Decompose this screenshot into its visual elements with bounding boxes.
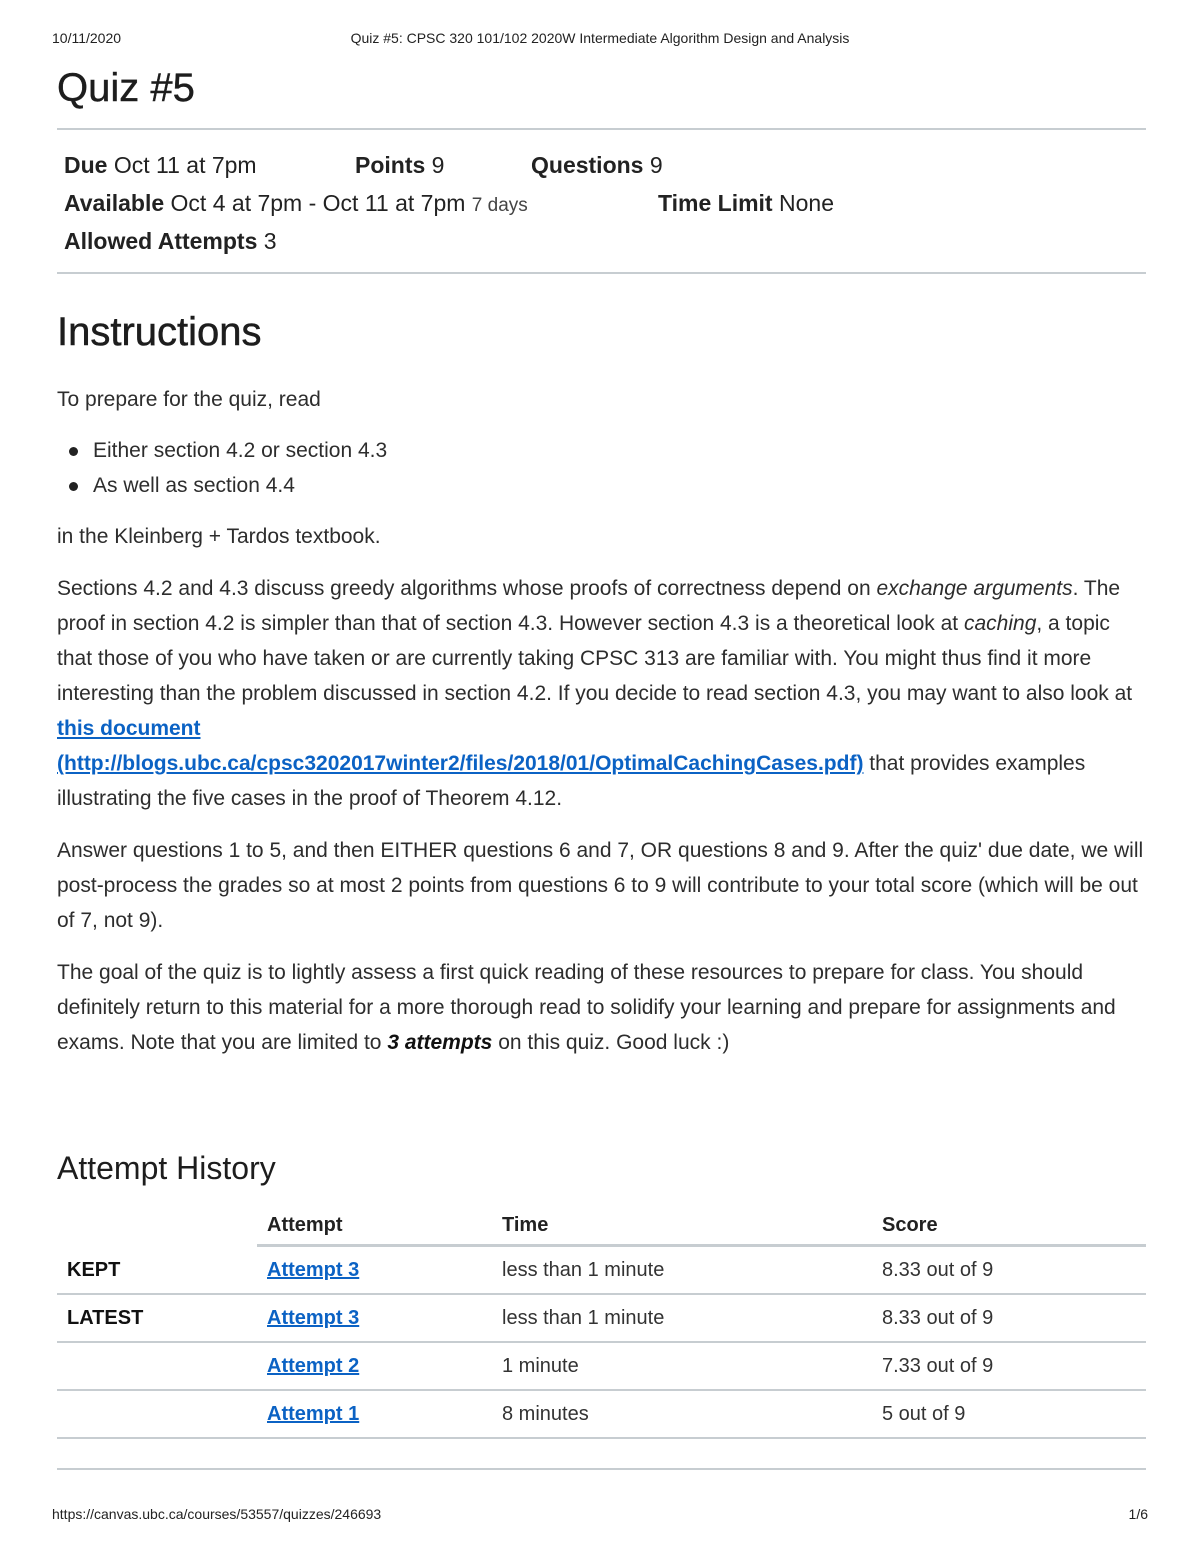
table-row: [57, 1246, 1146, 1295]
print-page-title: Quiz #5: CPSC 320 101/102 2020W Intermediate Algorithm Design and Analysis: [350, 30, 850, 46]
available-duration: 7 days: [471, 195, 528, 216]
divider: [57, 1468, 1146, 1470]
quiz-details: [57, 130, 1146, 272]
print-url: https://canvas.ubc.ca/courses/53557/quizzes/246693: [52, 1506, 382, 1522]
allowed-attempts-value: 3: [263, 228, 277, 254]
attempt-link[interactable]: Attempt 3: [267, 1258, 360, 1281]
details-row-attempts: [64, 222, 1139, 260]
goal-attempts-emphasis: 3 attempts: [387, 1031, 493, 1054]
attempt-time: less than 1 minute: [492, 1294, 872, 1342]
attempt-time: 8 minutes: [492, 1390, 872, 1438]
table-row: [57, 1294, 1146, 1342]
attempt-status: LATEST: [57, 1294, 257, 1342]
available-label: Available: [64, 190, 165, 216]
details-row-due: [64, 146, 1139, 184]
allowed-attempts-field: [64, 222, 277, 260]
page-number: 1/6: [1128, 1506, 1148, 1522]
allowed-attempts-label: Allowed Attempts: [64, 228, 258, 254]
due-value: Oct 11 at 7pm: [113, 152, 257, 178]
textbook-line: in the Kleinberg + Tardos textbook.: [57, 525, 381, 548]
sections-text-2: . The proof in section 4.2 is simpler than that of section 4.3. However section 4.3 is a theoretical look at: [57, 577, 1121, 635]
attempt-link[interactable]: Attempt 2: [267, 1354, 360, 1377]
attempt-cell: [257, 1390, 492, 1438]
sections-text-1: Sections 4.2 and 4.3 discuss greedy algorithms whose proofs of correctness depend on: [57, 577, 877, 600]
list-item-text: Either section 4.2 or section 4.3: [93, 439, 388, 462]
divider: [57, 272, 1146, 274]
document-link-url: (http://blogs.ubc.ca/cpsc3202017winter2/files/2018/01/OptimalCachingCases.pdf): [57, 752, 864, 775]
column-header-time: Time: [502, 1213, 549, 1236]
attempt-cell: [257, 1246, 492, 1295]
quiz-content: [57, 64, 1146, 1439]
column-header-attempt: Attempt: [267, 1213, 343, 1236]
attempt-history-table: [57, 1206, 1146, 1439]
attempt-status: [57, 1390, 257, 1438]
goal-paragraph: [57, 955, 1146, 1060]
bullet-icon: [69, 447, 78, 456]
attempt-status: KEPT: [57, 1246, 257, 1295]
table-row: [57, 1342, 1146, 1390]
document-link-text: this document: [57, 717, 201, 740]
attempt-cell: [257, 1342, 492, 1390]
attempt-link[interactable]: Attempt 3: [267, 1306, 360, 1329]
attempt-time: less than 1 minute: [492, 1246, 872, 1295]
table-header-row: [57, 1206, 1146, 1246]
due-field: [64, 146, 257, 184]
attempt-status: [57, 1342, 257, 1390]
attempt-score: 5 out of 9: [872, 1390, 1146, 1438]
points-field: [355, 146, 444, 184]
reading-list: [57, 433, 1146, 503]
sections-paragraph: [57, 571, 1146, 816]
points-label: Points: [355, 152, 426, 178]
available-value: Oct 4 at 7pm - Oct 11 at 7pm: [170, 190, 466, 216]
document-link[interactable]: [57, 717, 863, 775]
attempt-score: 8.33 out of 9: [872, 1246, 1146, 1295]
attempt-link[interactable]: Attempt 1: [267, 1402, 360, 1425]
instructions-heading: Instructions: [57, 310, 262, 354]
sections-text-3: , a topic that those of you who have taken or are currently taking CPSC 313 are familiar with. You might thus find it more interesting than the problem discussed in section 4.2. If you decide to read section 4.3, you may want to also look at: [57, 612, 1133, 705]
time-limit-field: [658, 184, 834, 222]
details-row-available: [64, 184, 1139, 222]
answer-paragraph: Answer questions 1 to 5, and then EITHER questions 6 and 7, OR questions 8 and 9. After the quiz' due date, we will post-process the grades so at most 2 points from questions 6 to 9 will contribute to your total score (which will be out of 7, not 9).: [57, 839, 1144, 932]
list-item: [93, 468, 1146, 503]
available-field: [64, 184, 528, 225]
attempt-time: 1 minute: [492, 1342, 872, 1390]
time-limit-value: None: [779, 190, 834, 216]
goal-text-1: The goal of the quiz is to lightly assess a first quick reading of these resources to prepare for class. You should definitely return to this material for a more thorough read to solidify your learning and prepare for assignments and exams. Note that you are limited to: [57, 961, 1116, 1054]
instructions-intro: To prepare for the quiz, read: [57, 388, 321, 411]
sections-emphasis-caching: caching: [963, 612, 1037, 635]
page-title: Quiz #5: [57, 66, 195, 110]
questions-value: 9: [649, 152, 663, 178]
column-header-score: Score: [882, 1213, 938, 1236]
questions-label: Questions: [531, 152, 644, 178]
bullet-icon: [69, 482, 78, 491]
column-header-status: [57, 1206, 257, 1246]
questions-field: [531, 146, 663, 184]
time-limit-label: Time Limit: [658, 190, 773, 216]
sections-emphasis-exchange: exchange arguments: [876, 577, 1073, 600]
list-item: [93, 433, 1146, 468]
print-date: 10/11/2020: [52, 30, 122, 46]
points-value: 9: [431, 152, 445, 178]
goal-text-2: on this quiz. Good luck :): [492, 1031, 730, 1054]
list-item-text: As well as section 4.4: [93, 474, 295, 497]
due-label: Due: [64, 152, 108, 178]
attempt-cell: [257, 1294, 492, 1342]
sections-text-4: that provides examples illustrating the five cases in the proof of Theorem 4.12.: [57, 752, 1086, 810]
attempt-score: 8.33 out of 9: [872, 1294, 1146, 1342]
print-header: [52, 30, 1148, 50]
attempt-score: 7.33 out of 9: [872, 1342, 1146, 1390]
table-row: [57, 1390, 1146, 1438]
attempt-history-heading: Attempt History: [57, 1150, 276, 1186]
